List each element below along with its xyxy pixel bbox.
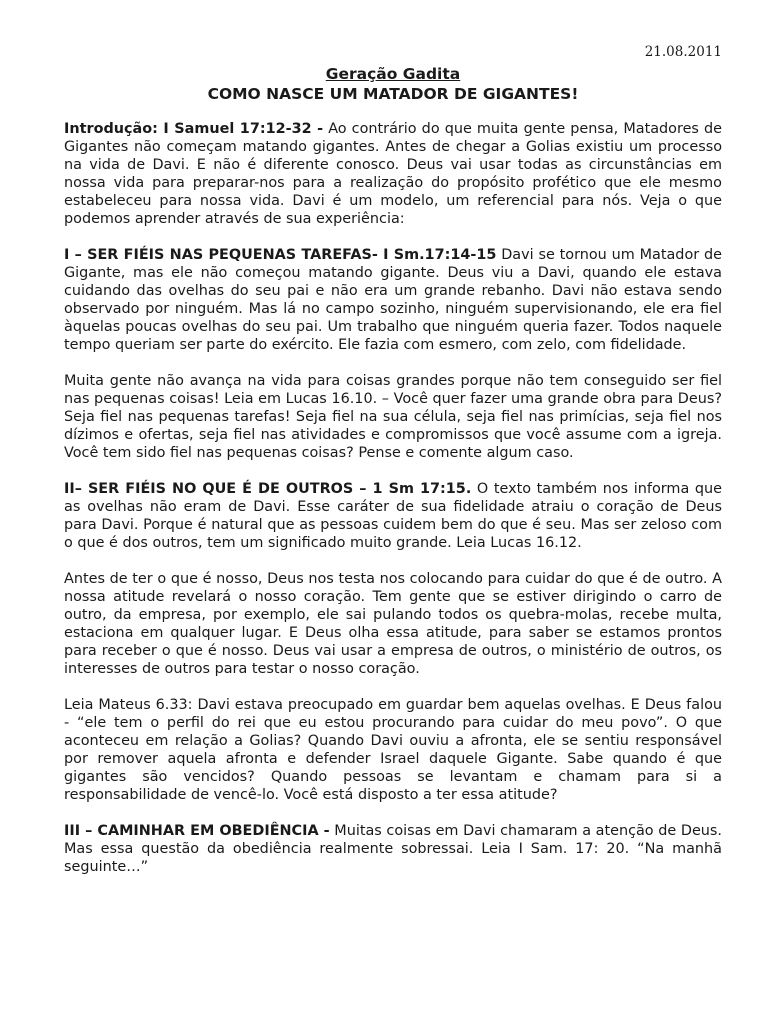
paragraph-section-2 — [64, 480, 722, 552]
document-date: 21.08.2011 — [644, 44, 722, 60]
paragraph-text: Leia Mateus 6.33: Davi estava preocupado em guardar bem aquelas ovelhas. E Deus falou - “ele tem o perfil do rei que eu estou procurando para cuidar do meu povo”. O que aconteceu em relação a Golias? Quando Davi ouviu a afronta, ele se sentiu responsável por remover aquela afronta e defender Israel daquele Gigante. Sabe quando é que gigantes são vencidos? Quando pessoas se levantam e chamam para si a responsabilidade de vencê-lo. Você está disposto a ter essa atitude? — [64, 697, 722, 803]
paragraph-text: Davi se tornou um Matador de Gigante, mas ele não começou matando gigante. Deus viu a Davi, quando ele estava cuidando das ovelhas do seu pai e não era um grande rebanho. Davi não estava sendo observado por ninguém. Mas lá no campo sozinho, ninguém supervisionando, ele era fiel àquelas poucas ovelhas do seu pai. Um trabalho que ninguém queria fazer. Todos naquele tempo queriam ser parte do exército. Ele fazia com esmero, com zelo, com fidelidade. — [64, 247, 722, 353]
paragraph-heading: III – CAMINHAR EM OBEDIÊNCIA - — [64, 823, 330, 839]
document-subtitle: COMO NASCE UM MATADOR DE GIGANTES! — [207, 85, 579, 103]
paragraph-body — [64, 696, 722, 804]
document-title: Geração Gadita — [325, 65, 461, 83]
paragraph-text: Muitas coisas em Davi chamaram a atenção de Deus. Mas essa questão da obediência realmente sobressai. Leia I Sam. 17: 20. “Na manhã seguinte…” — [64, 823, 722, 875]
paragraph-heading: II– SER FIÉIS NO QUE É DE OUTROS – 1 Sm 17:15. — [64, 481, 472, 497]
paragraph-section-1 — [64, 246, 722, 354]
paragraph-body — [64, 372, 722, 462]
paragraph-text: Antes de ter o que é nosso, Deus nos testa nos colocando para cuidar do que é de outro. A nossa atitude revelará o nosso coração. Tem gente que se estiver dirigindo o carro de outro, da empresa, por exemplo, ele sai pulando todos os quebra-molas, recebe multa, estaciona em qualquer lugar. E Deus olha essa atitude, para saber se estamos prontos para receber o que é nosso. Deus vai usar a empresa de outros, o ministério de outros, os interesses de outros para testar o nosso coração. — [64, 571, 722, 677]
paragraph-body — [64, 570, 722, 678]
document-page — [64, 44, 722, 876]
paragraph-text: Ao contrário do que muita gente pensa, Matadores de Gigantes não começam matando gigantes. Antes de chegar a Golias existiu um processo na vida de Davi. E não é diferente conosco. Deus vai usar todas as circunstâncias em nossa vida para preparar-nos para a realização do propósito profético que ele mesmo estabeleceu para nossa vida. Davi é um modelo, um referencial para nós. Veja o que podemos aprender através de sua experiência: — [64, 121, 722, 227]
paragraph-heading: Introdução: I Samuel 17:12-32 - — [64, 121, 324, 137]
paragraph-text: Muita gente não avança na vida para coisas grandes porque não tem conseguido ser fiel nas pequenas coisas! Leia em Lucas 16.10. – Você quer fazer uma grande obra para Deus? Seja fiel nas pequenas tarefas! Seja fiel na sua célula, seja fiel nas primícias, seja fiel nos dízimos e ofertas, seja fiel nas atividades e compromissos que você assume com a igreja. Você tem sido fiel nas pequenas coisas? Pense e comente algum caso. — [64, 373, 722, 461]
paragraph-section-3 — [64, 822, 722, 876]
paragraph-introduction — [64, 120, 722, 228]
paragraph-text: O texto também nos informa que as ovelhas não eram de Davi. Esse caráter de sua fidelidade atraiu o coração de Deus para Davi. Porque é natural que as pessoas cuidem bem do que é seu. Mas ser zeloso com o que é dos outros, tem um significado muito grande. Leia Lucas 16.12. — [64, 481, 722, 551]
paragraph-heading: I – SER FIÉIS NAS PEQUENAS TAREFAS- I Sm.17:14-15 — [64, 247, 497, 263]
